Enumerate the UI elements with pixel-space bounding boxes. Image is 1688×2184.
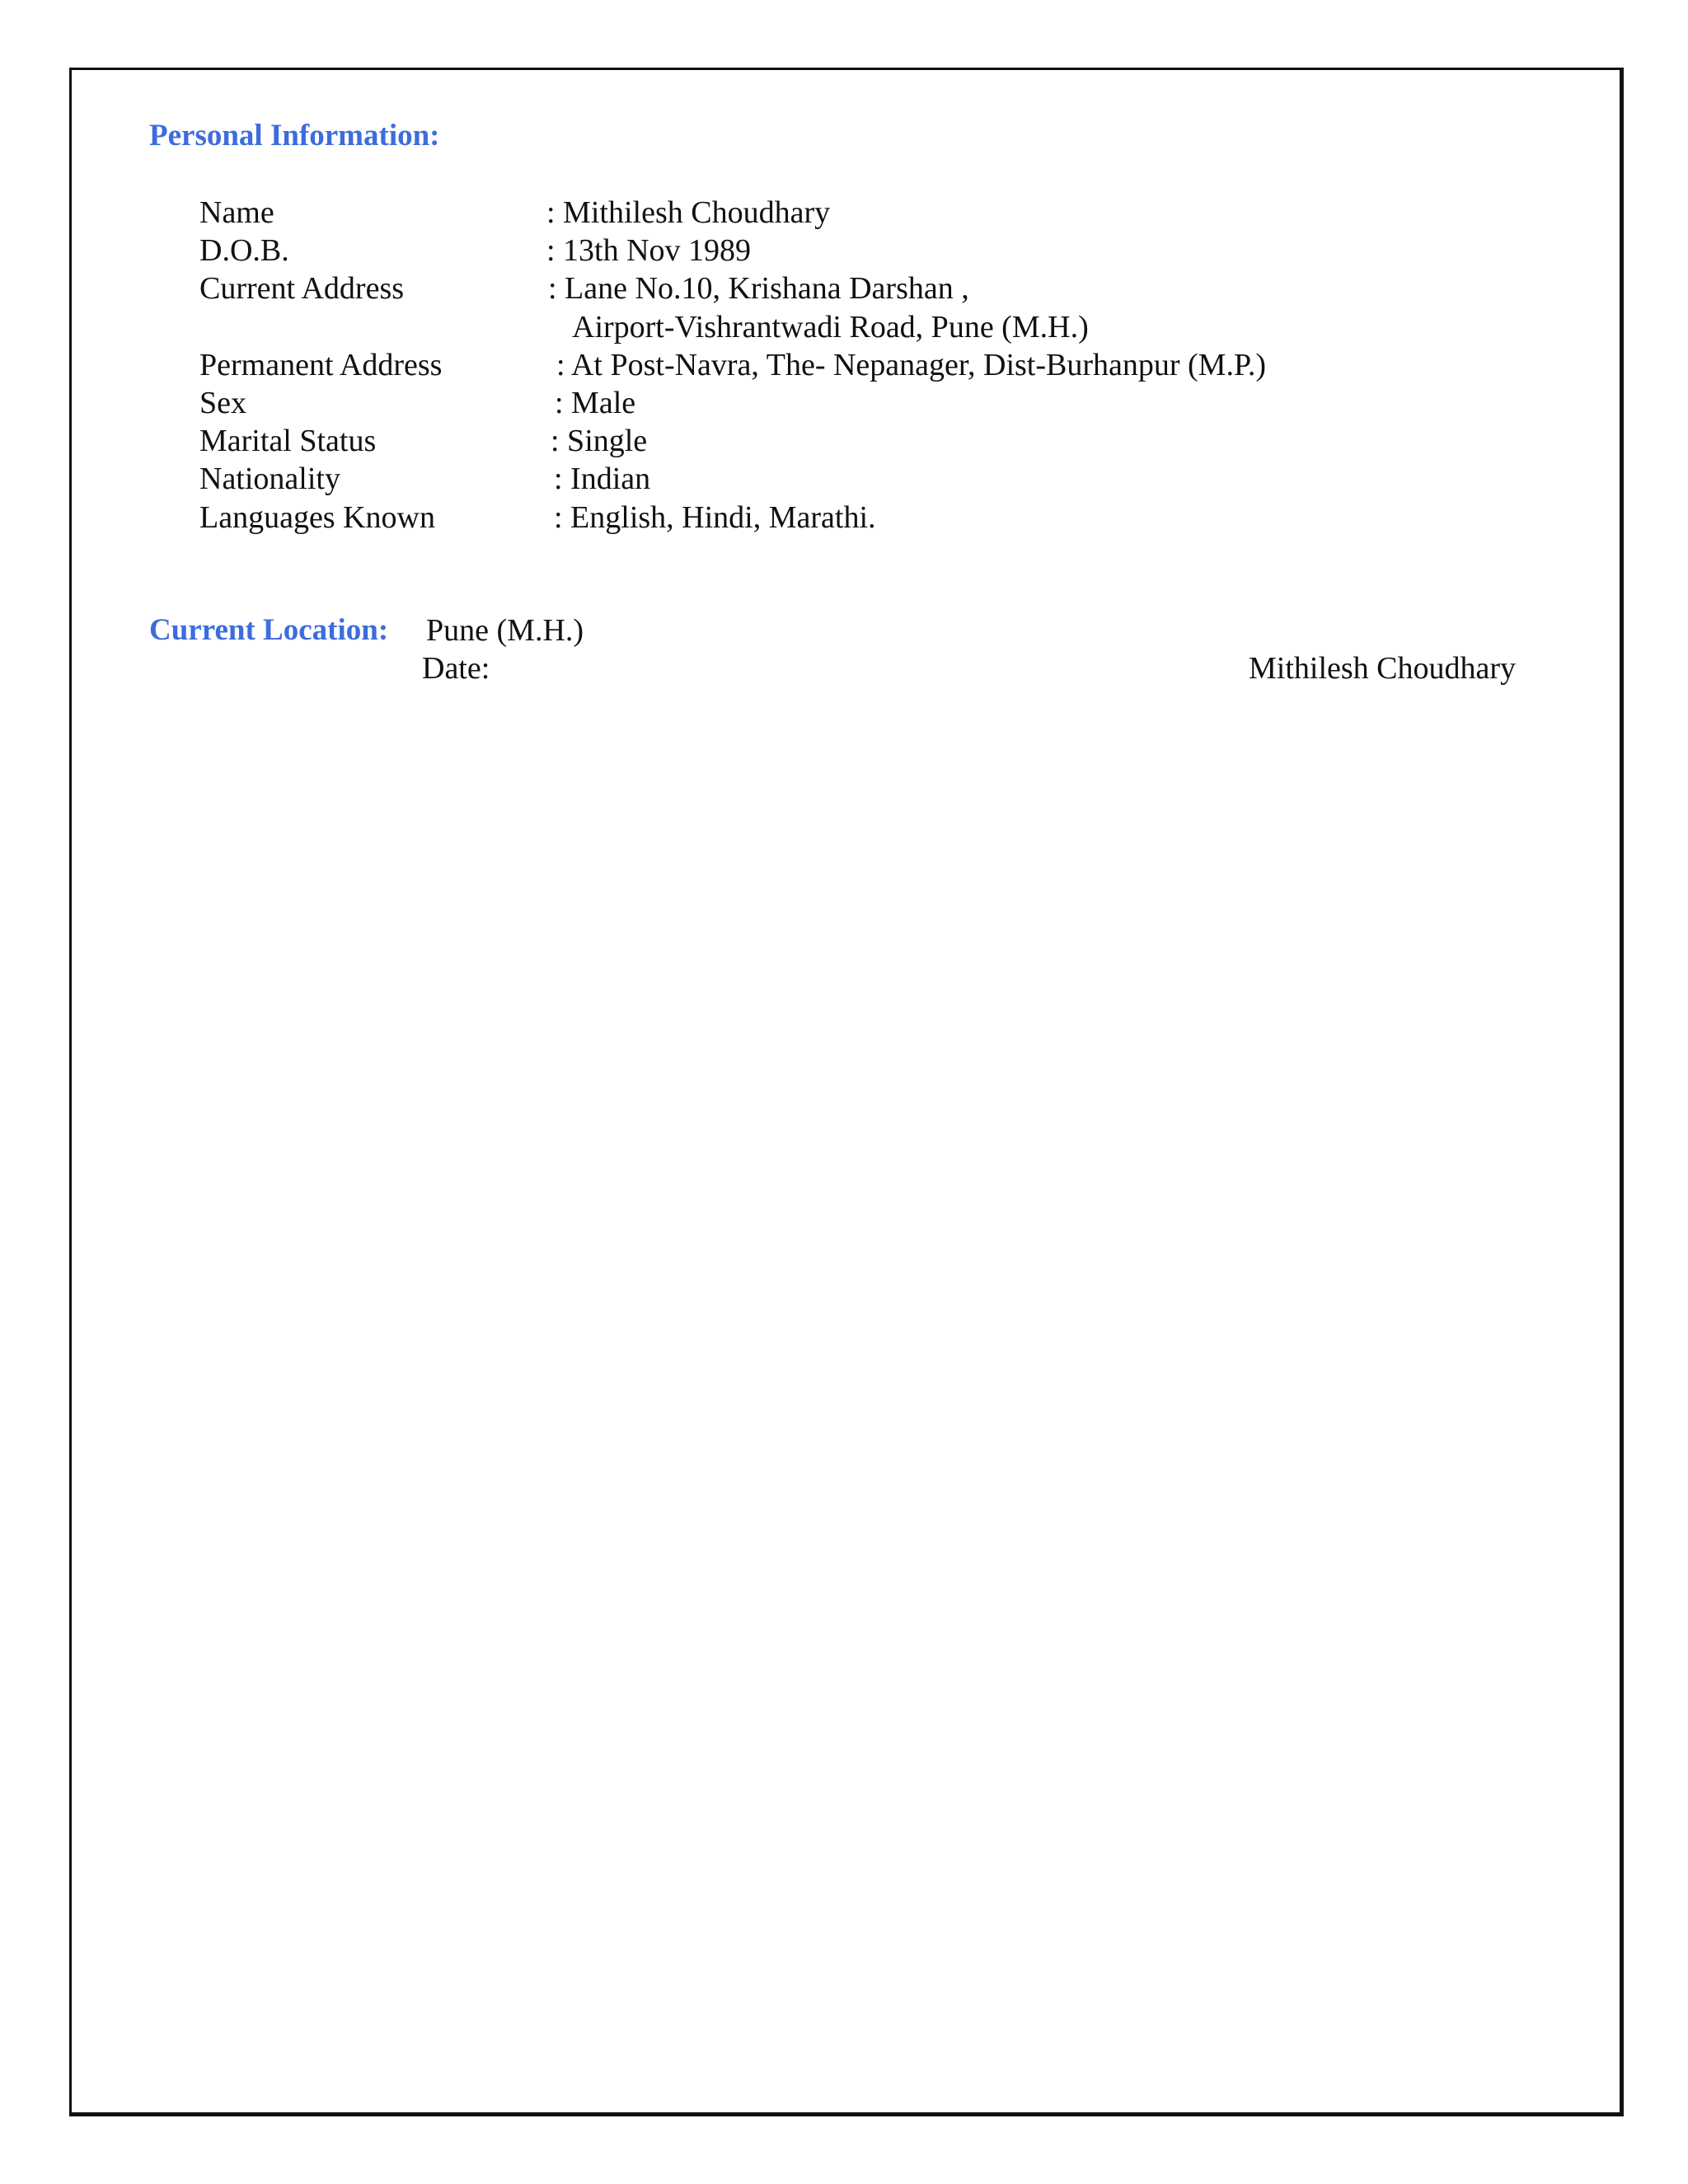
value-dob: : 13th Nov 1989 [546, 233, 752, 268]
value-languages-known: : English, Hindi, Marathi. [554, 500, 876, 535]
value-marital-status: : Single [551, 424, 648, 458]
label-name: Name [199, 195, 274, 230]
label-permanent-address: Permanent Address [199, 348, 443, 382]
label-current-address: Current Address [199, 271, 405, 306]
personal-information-heading: Personal Information: [149, 119, 440, 152]
value-permanent-address: : At Post-Navra, The- Nepanager, Dist-Burhanpur (M.P.) [556, 348, 1267, 382]
label-nationality: Nationality [199, 462, 340, 496]
current-location-value: Pune (M.H.) [426, 613, 584, 648]
label-sex: Sex [199, 386, 246, 420]
current-location-heading: Current Location: [149, 613, 389, 647]
value-nationality: : Indian [554, 462, 651, 496]
label-dob: D.O.B. [199, 233, 289, 268]
value-current-address-line2: Airport-Vishrantwadi Road, Pune (M.H.) [572, 310, 1089, 344]
value-name: : Mithilesh Choudhary [546, 195, 831, 230]
label-languages-known: Languages Known [199, 500, 435, 535]
value-sex: : Male [555, 386, 636, 420]
signature-name: Mithilesh Choudhary [1249, 651, 1517, 686]
value-current-address-line1: : Lane No.10, Krishana Darshan , [548, 271, 969, 306]
label-marital-status: Marital Status [199, 424, 377, 458]
date-label: Date: [422, 651, 490, 686]
